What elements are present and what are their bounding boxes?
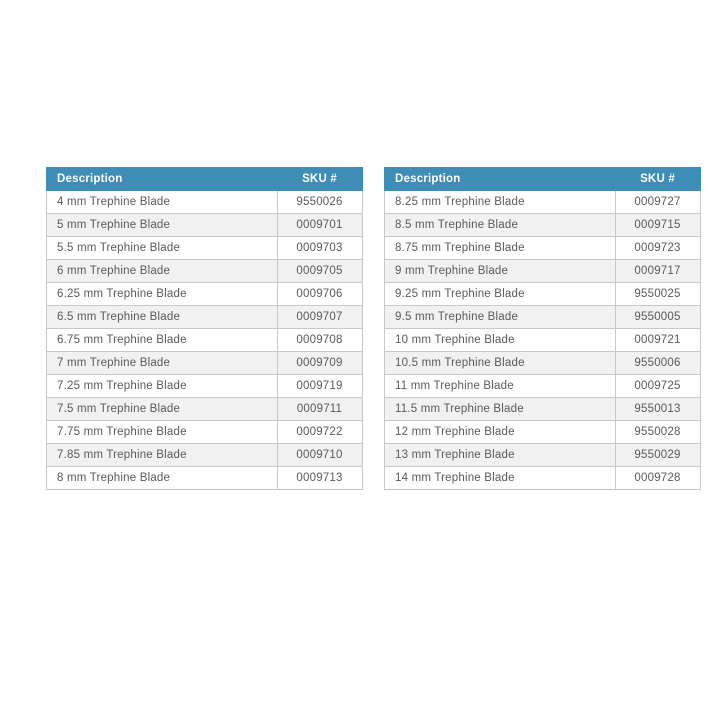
- table-row: [385, 237, 701, 260]
- sku-cell: 0009721: [616, 329, 701, 352]
- table-row: [385, 352, 701, 375]
- description-cell: 7.85 mm Trephine Blade: [47, 444, 278, 467]
- table-header: [47, 168, 363, 191]
- sku-cell: 0009717: [616, 260, 701, 283]
- table-row: [47, 444, 363, 467]
- table-body: [47, 191, 363, 490]
- sku-column-header: SKU #: [278, 168, 363, 191]
- description-cell: 9.25 mm Trephine Blade: [385, 283, 616, 306]
- sku-cell: 0009706: [278, 283, 363, 306]
- sku-cell: 9550029: [616, 444, 701, 467]
- table-header: [385, 168, 701, 191]
- sku-cell: 0009707: [278, 306, 363, 329]
- table-row: [47, 214, 363, 237]
- description-cell: 6.75 mm Trephine Blade: [47, 329, 278, 352]
- header-row: [47, 168, 363, 191]
- table-row: [47, 421, 363, 444]
- sku-cell: 0009727: [616, 191, 701, 214]
- description-cell: 6 mm Trephine Blade: [47, 260, 278, 283]
- table-row: [47, 191, 363, 214]
- table-row: [385, 329, 701, 352]
- table-row: [385, 375, 701, 398]
- sku-cell: 0009725: [616, 375, 701, 398]
- description-cell: 8.5 mm Trephine Blade: [385, 214, 616, 237]
- description-cell: 10 mm Trephine Blade: [385, 329, 616, 352]
- description-cell: 8.25 mm Trephine Blade: [385, 191, 616, 214]
- description-cell: 13 mm Trephine Blade: [385, 444, 616, 467]
- description-cell: 6.25 mm Trephine Blade: [47, 283, 278, 306]
- table-row: [47, 306, 363, 329]
- description-cell: 11.5 mm Trephine Blade: [385, 398, 616, 421]
- trephine-blade-table-left: [46, 167, 363, 490]
- sku-cell: 9550026: [278, 191, 363, 214]
- sku-cell: 0009710: [278, 444, 363, 467]
- sku-cell: 0009715: [616, 214, 701, 237]
- description-cell: 7 mm Trephine Blade: [47, 352, 278, 375]
- table-row: [385, 214, 701, 237]
- table-row: [385, 444, 701, 467]
- sku-cell: 0009711: [278, 398, 363, 421]
- table-row: [47, 352, 363, 375]
- table-row: [385, 283, 701, 306]
- table-row: [385, 421, 701, 444]
- table-row: [47, 237, 363, 260]
- table-row: [47, 283, 363, 306]
- description-cell: 4 mm Trephine Blade: [47, 191, 278, 214]
- table-row: [47, 260, 363, 283]
- description-cell: 8 mm Trephine Blade: [47, 467, 278, 490]
- sku-cell: 9550028: [616, 421, 701, 444]
- description-cell: 7.25 mm Trephine Blade: [47, 375, 278, 398]
- table-row: [385, 306, 701, 329]
- table-row: [47, 398, 363, 421]
- description-cell: 11 mm Trephine Blade: [385, 375, 616, 398]
- sku-cell: 0009708: [278, 329, 363, 352]
- header-row: [385, 168, 701, 191]
- table-row: [47, 329, 363, 352]
- sku-cell: 9550005: [616, 306, 701, 329]
- sku-cell: 0009728: [616, 467, 701, 490]
- description-cell: 6.5 mm Trephine Blade: [47, 306, 278, 329]
- sku-cell: 9550013: [616, 398, 701, 421]
- sku-cell: 0009709: [278, 352, 363, 375]
- description-column-header: Description: [385, 168, 616, 191]
- sku-cell: 0009722: [278, 421, 363, 444]
- table-body: [385, 191, 701, 490]
- description-cell: 8.75 mm Trephine Blade: [385, 237, 616, 260]
- sku-cell: 9550025: [616, 283, 701, 306]
- sku-cell: 0009719: [278, 375, 363, 398]
- description-cell: 7.75 mm Trephine Blade: [47, 421, 278, 444]
- description-cell: 12 mm Trephine Blade: [385, 421, 616, 444]
- description-cell: 10.5 mm Trephine Blade: [385, 352, 616, 375]
- sku-cell: 0009703: [278, 237, 363, 260]
- sku-cell: 9550006: [616, 352, 701, 375]
- description-cell: 9 mm Trephine Blade: [385, 260, 616, 283]
- description-column-header: Description: [47, 168, 278, 191]
- sku-cell: 0009705: [278, 260, 363, 283]
- description-cell: 9.5 mm Trephine Blade: [385, 306, 616, 329]
- sku-cell: 0009713: [278, 467, 363, 490]
- table-row: [385, 467, 701, 490]
- trephine-blade-table-right: [384, 167, 701, 490]
- table-row: [47, 467, 363, 490]
- description-cell: 5 mm Trephine Blade: [47, 214, 278, 237]
- description-cell: 7.5 mm Trephine Blade: [47, 398, 278, 421]
- table-row: [385, 191, 701, 214]
- description-cell: 5.5 mm Trephine Blade: [47, 237, 278, 260]
- sku-cell: 0009701: [278, 214, 363, 237]
- table-row: [47, 375, 363, 398]
- table-row: [385, 260, 701, 283]
- sku-column-header: SKU #: [616, 168, 701, 191]
- sku-cell: 0009723: [616, 237, 701, 260]
- table-row: [385, 398, 701, 421]
- description-cell: 14 mm Trephine Blade: [385, 467, 616, 490]
